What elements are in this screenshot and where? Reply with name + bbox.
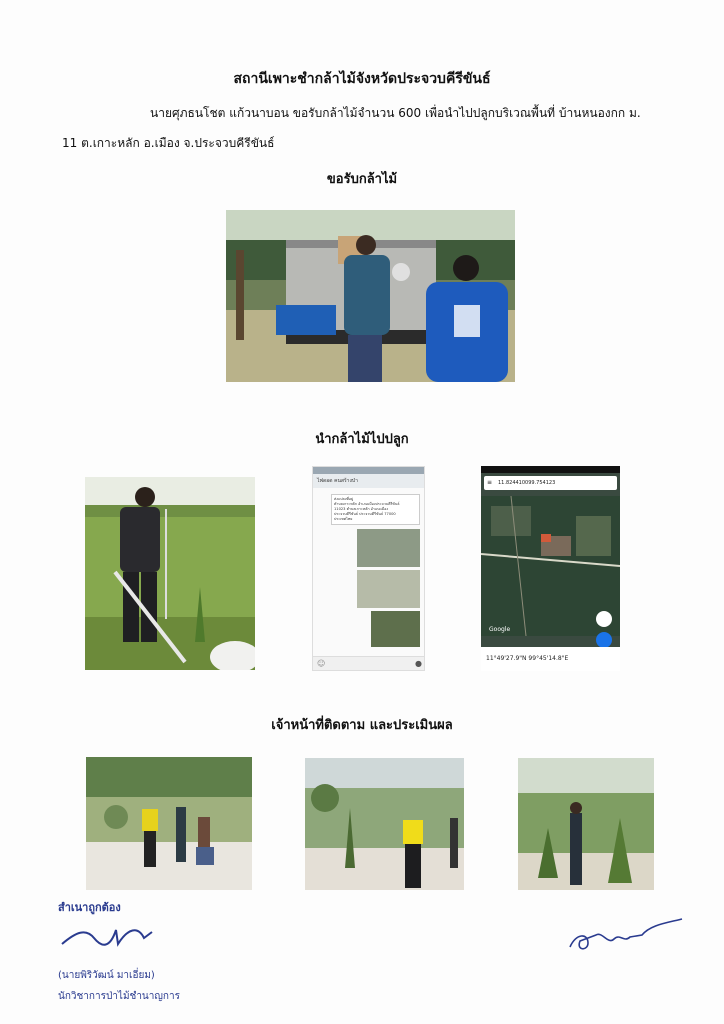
- microphone-icon: ●: [415, 659, 422, 668]
- section-heading-planting: นำกล้าไม้ไปปลูก: [315, 432, 409, 447]
- certified-copy-label: สำเนาถูกต้อง: [58, 901, 121, 914]
- section-heading-monitoring: เจ้าหน้าที่ติดตาม และประเมินผล: [271, 718, 453, 733]
- phone-status-bar: [481, 466, 620, 473]
- map-search-box[interactable]: [484, 476, 617, 490]
- chat-screenshot: [312, 466, 425, 671]
- photo-planting-field: [85, 477, 255, 670]
- photo-receiving-seedlings: [226, 210, 515, 382]
- photo-monitoring-1: [86, 757, 252, 890]
- google-logo: Google: [489, 626, 511, 633]
- photo-monitoring-2: [305, 758, 464, 890]
- chat-photo-2: [357, 570, 420, 608]
- chat-input-bar: [313, 656, 425, 670]
- emoji-icon: ☺: [317, 659, 326, 668]
- section-heading-receive: ขอรับกล้าไม้: [326, 172, 398, 187]
- request-paragraph-line1: นายศุภธนโชต แก้วนาบอน ขอรับกล้าไม้จำนวน 600 เพื่อนำไปปลูกบริเวณพื้นที่ บ้านหนองกก ม.: [150, 106, 641, 120]
- directions-icon[interactable]: [596, 632, 612, 648]
- request-paragraph-line2: 11 ต.เกาะหลัก อ.เมือง จ.ประจวบคีรีขันธ์: [62, 136, 275, 150]
- map-search-text: 11.824410099.754123: [498, 480, 556, 486]
- chat-photo-1: [357, 529, 420, 567]
- map-coordinates: 11°49'27.9"N 99°45'14.8"E: [481, 647, 620, 671]
- handwritten-signature-right: [566, 915, 686, 955]
- handwritten-signature-left: [58, 918, 168, 950]
- menu-icon[interactable]: ≡: [487, 479, 493, 486]
- chat-photo-3: [371, 611, 420, 647]
- signer-position: นักวิชาการป่าไม้ชำนาญการ: [58, 991, 180, 1002]
- my-location-icon[interactable]: [596, 611, 612, 627]
- phone-status-bar: [313, 467, 424, 474]
- map-screenshot: [481, 466, 620, 671]
- left-signature-block: [58, 898, 258, 1004]
- document-title: สถานีเพาะชำกล้าไม้จังหวัดประจวบคีรีขันธ์: [233, 71, 491, 87]
- signer-name: (นายพิริวัฒน์ มาเอี่ยม): [58, 970, 155, 981]
- photo-monitoring-3: [518, 758, 654, 890]
- chat-header: ไฟดอด คนสร้างป่า: [313, 474, 424, 488]
- chat-location-message: ส่งแปลงที่อยู่ ตำบลเกาะหลัก อำเภอเมืองประจวบคีรีขันธ์ 11023 ตำบลเกาะหลัก อำเภอเมือง ประจวบคีรีขันธ์ ประจวบคีรีขันธ์ 77000 ประเทศไทย: [331, 494, 420, 525]
